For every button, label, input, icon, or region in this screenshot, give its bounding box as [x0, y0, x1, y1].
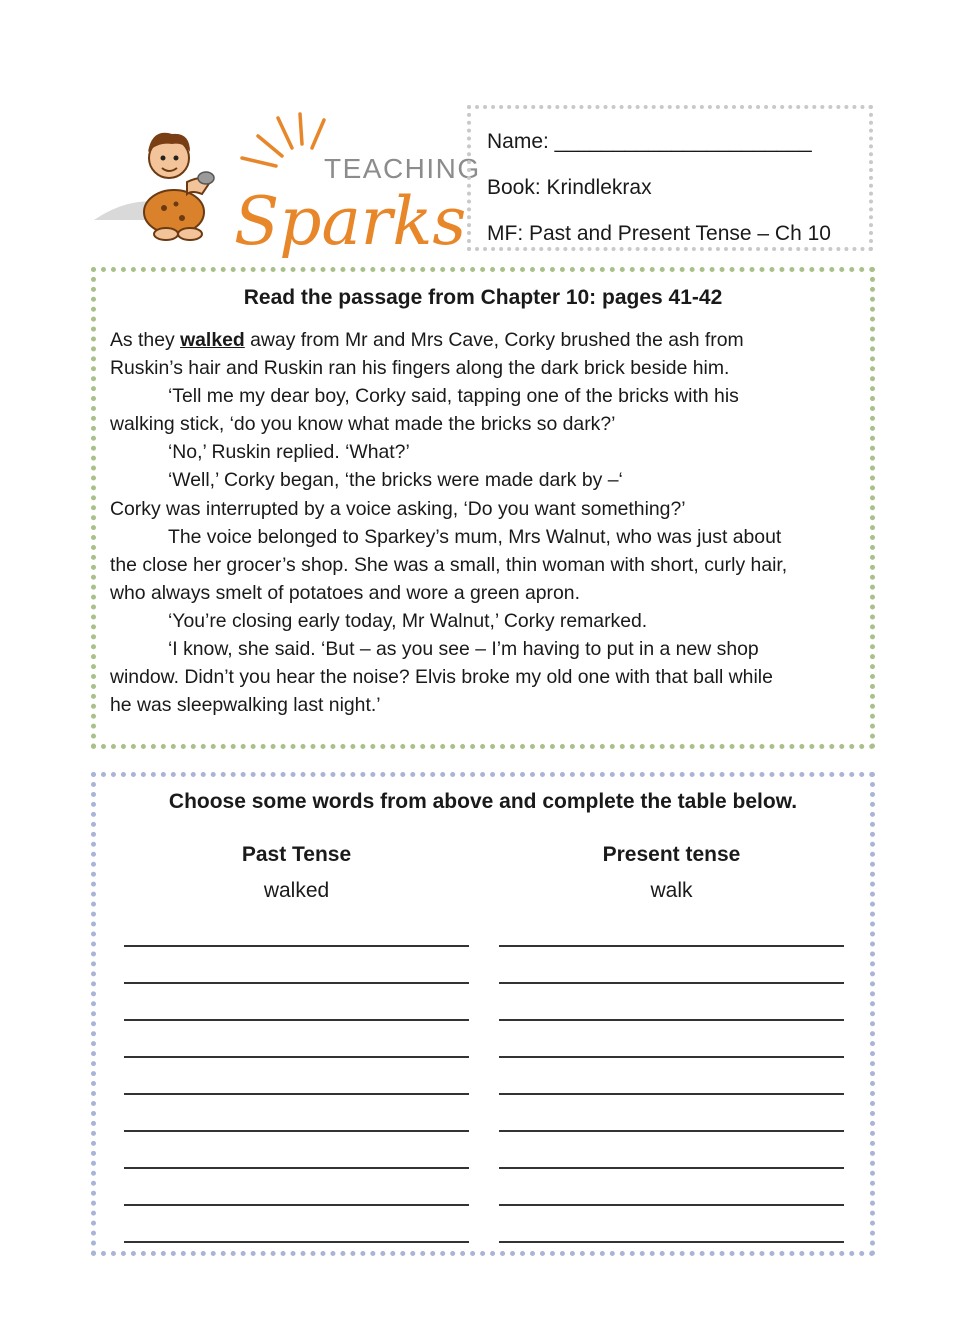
answer-line[interactable] — [499, 1095, 844, 1132]
answer-line[interactable] — [124, 1058, 469, 1095]
passage-line: walking stick, ‘do you know what made the bricks so dark?’ — [110, 413, 616, 436]
highlighted-word: walked — [180, 329, 245, 351]
spark-rays-icon — [242, 114, 324, 166]
answer-line[interactable] — [124, 1095, 469, 1132]
passage-line: window. Didn’t you hear the noise? Elvis broke my old one with that ball while — [110, 666, 773, 689]
name-field[interactable]: Name: ______________________ — [487, 130, 812, 153]
answer-line[interactable] — [499, 1021, 844, 1058]
answer-line[interactable] — [499, 909, 844, 947]
passage-title: Read the passage from Chapter 10: pages 41-42 — [243, 286, 723, 309]
present-tense-header: Present tense — [602, 843, 741, 866]
past-tense-header: Past Tense — [241, 843, 352, 866]
student-info-box — [467, 105, 873, 251]
book-title: Book: Krindlekrax — [487, 176, 652, 199]
passage-line: Ruskin’s hair and Ruskin ran his fingers along the dark brick beside him. — [110, 357, 730, 380]
answer-line[interactable] — [499, 1132, 844, 1169]
answer-line[interactable] — [499, 1169, 844, 1206]
passage-line: ‘I know, she said. ‘But – as you see – I’m having to put in a new shop — [168, 638, 759, 661]
passage-line: who always smelt of potatoes and wore a green apron. — [110, 581, 580, 604]
mf-topic: MF: Past and Present Tense – Ch 10 — [487, 222, 831, 245]
past-tense-example: walked — [263, 879, 330, 902]
passage-line: ‘Well,’ Corky began, ‘the bricks were made dark by –‘ — [168, 469, 623, 492]
svg-text:Sparks: Sparks — [234, 183, 467, 260]
past-answer-lines — [124, 909, 469, 1243]
table-instructions: Choose some words from above and complete the table below. — [168, 790, 798, 813]
answer-line[interactable] — [124, 1206, 469, 1243]
teaching-sparks-logo — [92, 108, 481, 260]
passage-line: ‘Tell me my dear boy, Corky said, tapping one of the bricks with his — [168, 385, 739, 408]
answer-line[interactable] — [499, 1206, 844, 1243]
logo-graphic — [92, 108, 481, 260]
answer-line[interactable] — [499, 984, 844, 1021]
past-tense-column — [124, 837, 469, 1243]
passage-text — [110, 326, 856, 719]
answer-line[interactable] — [124, 1021, 469, 1058]
passage-line: The voice belonged to Sparkey’s mum, Mrs Walnut, who was just about — [168, 525, 782, 548]
passage-line — [110, 326, 856, 354]
present-tense-column — [499, 837, 844, 1243]
answer-line[interactable] — [124, 1169, 469, 1206]
passage-section — [91, 267, 875, 749]
answer-line[interactable] — [499, 1058, 844, 1095]
answer-line[interactable] — [124, 947, 469, 984]
answer-line[interactable] — [124, 909, 469, 947]
svg-text:TEACHING: TEACHING — [324, 153, 481, 184]
caveman-icon — [144, 133, 214, 240]
passage-line-start: As they — [110, 329, 181, 351]
present-tense-example: walk — [650, 879, 693, 902]
answer-line[interactable] — [124, 1132, 469, 1169]
present-answer-lines — [499, 909, 844, 1243]
passage-line: Corky was interrupted by a voice asking, ‘Do you want something?’ — [110, 497, 686, 520]
passage-line-end: away from Mr and Mrs Cave, Corky brushed the ash from — [244, 329, 744, 351]
tense-table-section — [91, 772, 875, 1256]
passage-line: the close her grocer’s shop. She was a small, thin woman with short, curly hair, — [110, 553, 788, 576]
passage-line: ‘No,’ Ruskin replied. ‘What?’ — [168, 441, 410, 464]
answer-line[interactable] — [124, 984, 469, 1021]
passage-line: ‘You’re closing early today, Mr Walnut,’ Corky remarked. — [168, 609, 648, 632]
answer-line[interactable] — [499, 947, 844, 984]
passage-line: he was sleepwalking last night.’ — [110, 694, 381, 717]
